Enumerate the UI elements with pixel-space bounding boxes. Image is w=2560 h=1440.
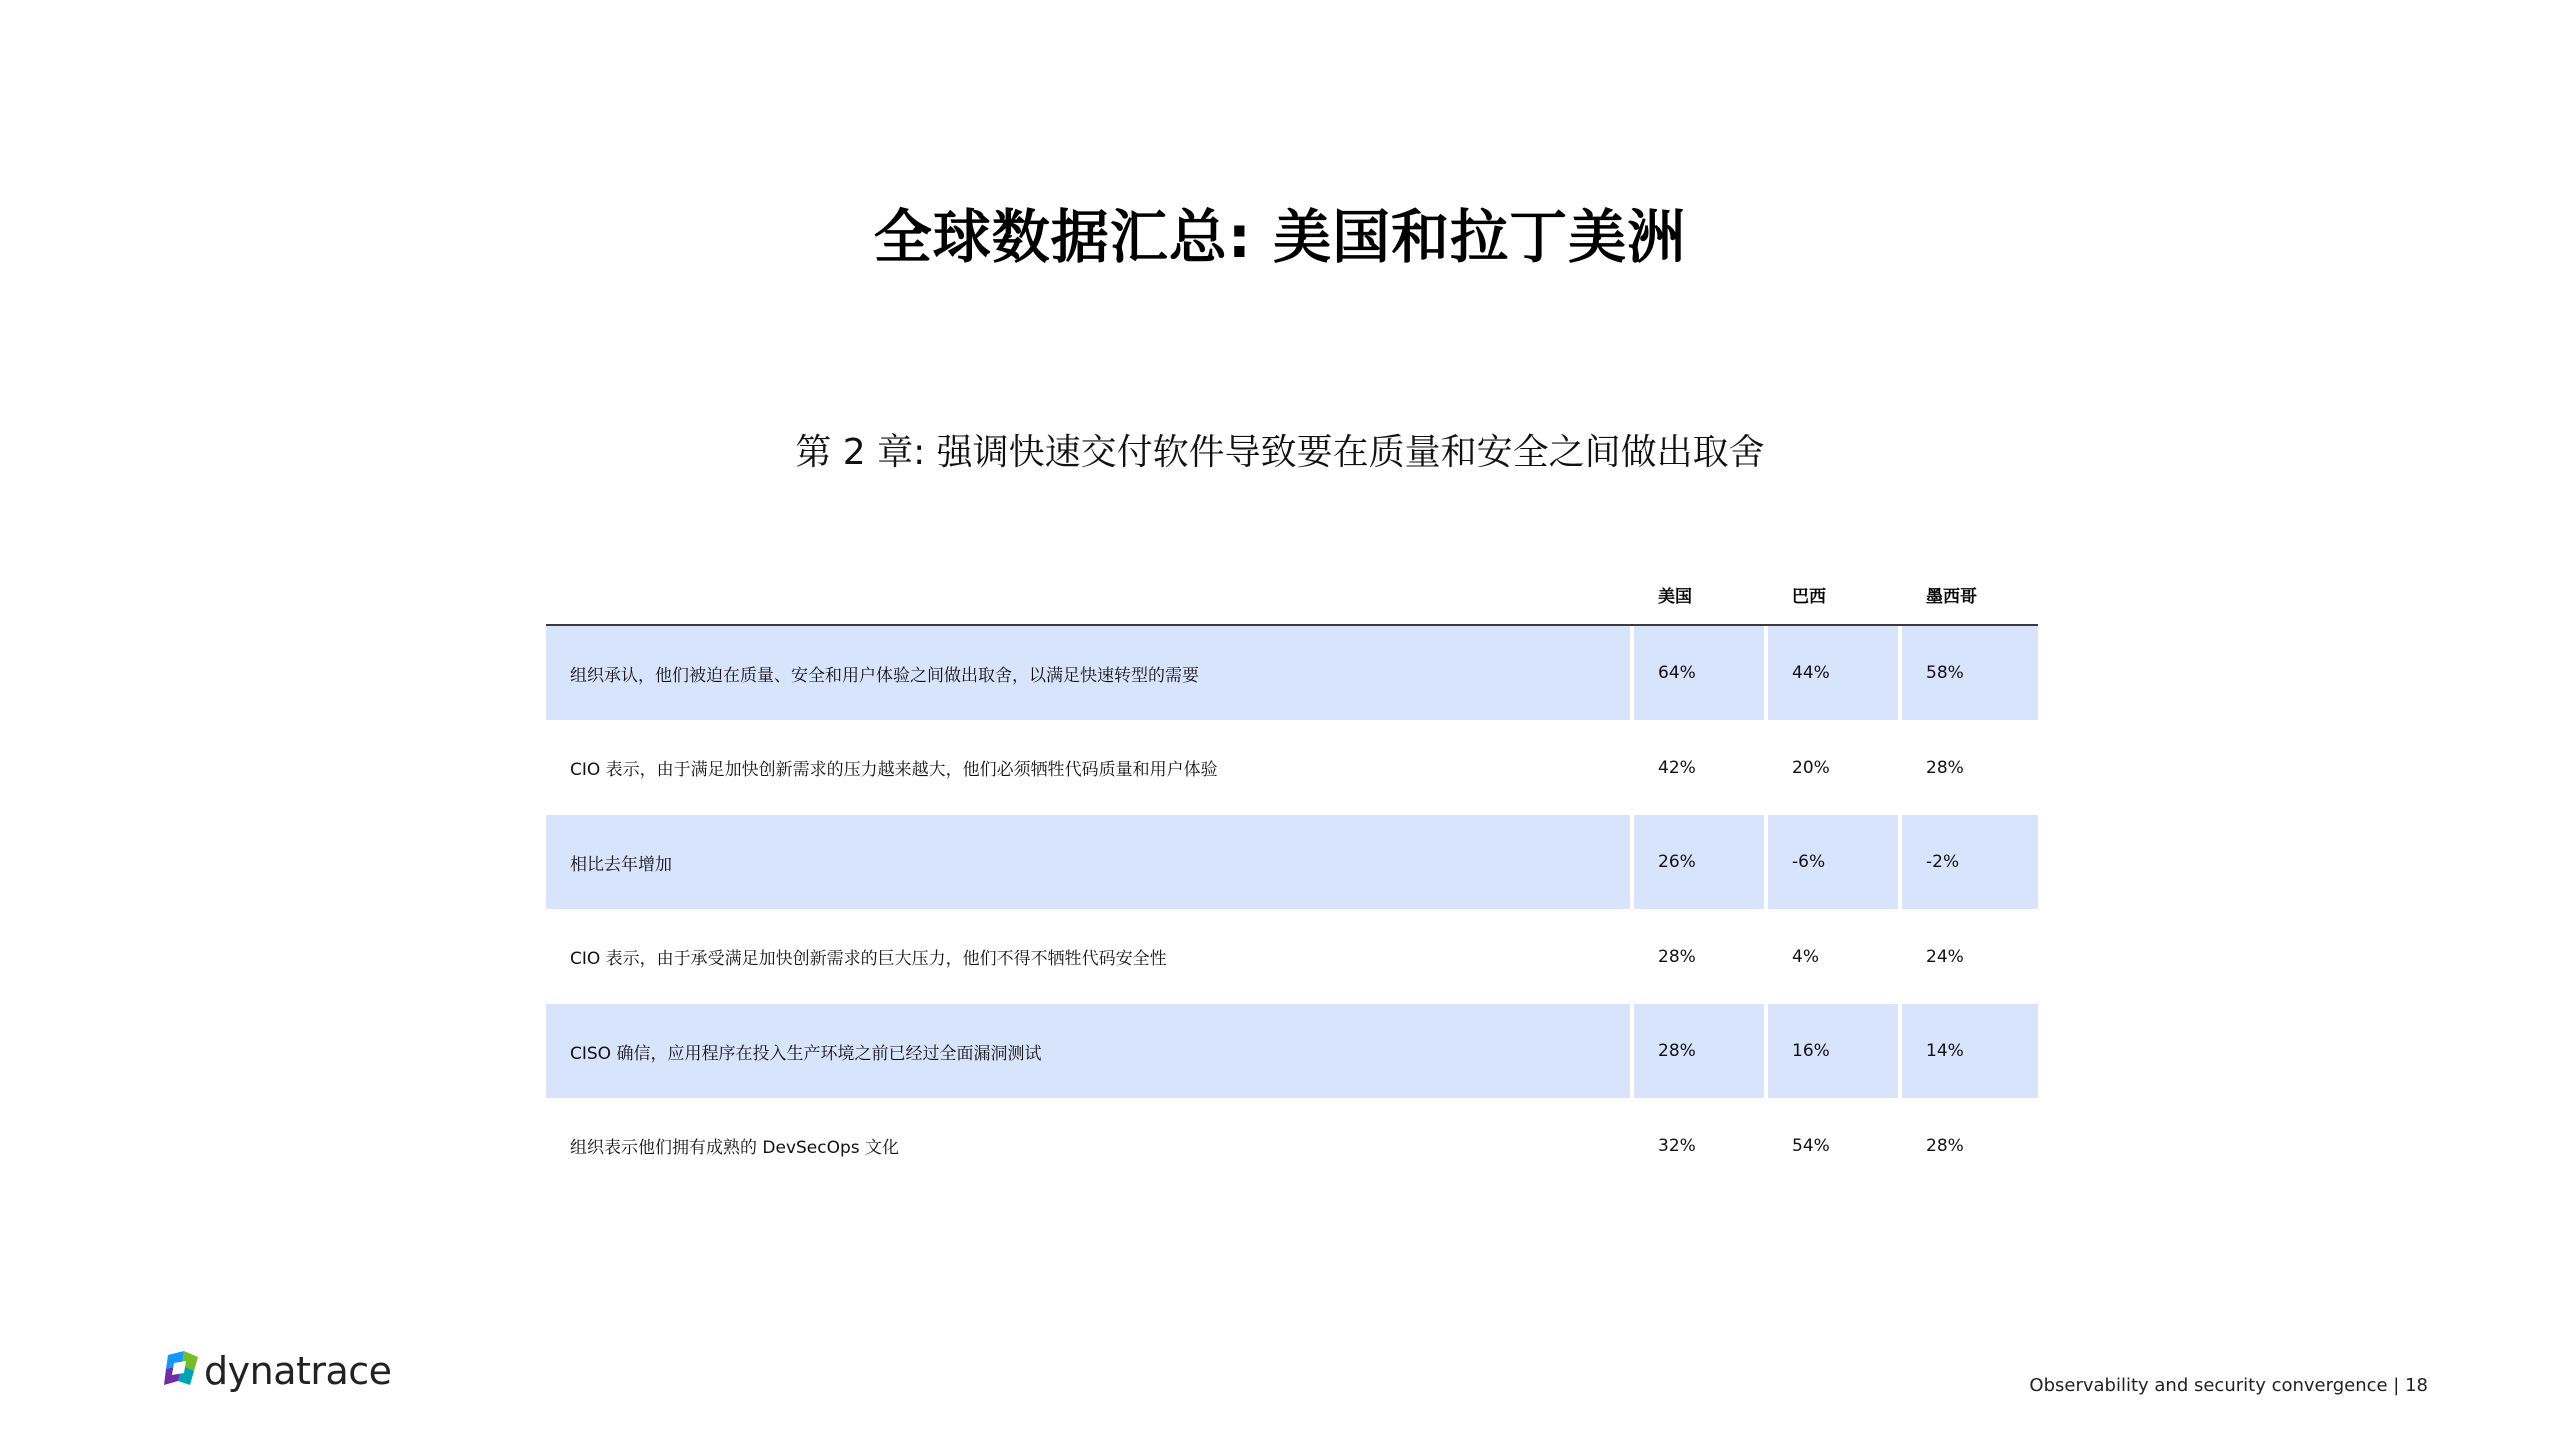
- column-header-brazil: 巴西: [1792, 587, 1826, 607]
- row-label: CISO 确信，应用程序在投入生产环境之前已经过全面漏洞测试: [546, 1004, 1630, 1098]
- row-label: 组织承认，他们被迫在质量、安全和用户体验之间做出取舍，以满足快速转型的需要: [546, 626, 1630, 720]
- column-header-mexico: 墨西哥: [1926, 587, 1977, 607]
- cell-us: 32%: [1658, 1135, 1696, 1156]
- row-label: CIO 表示，由于承受满足加快创新需求的巨大压力，他们不得不牺牲代码安全性: [570, 949, 1167, 969]
- dynatrace-logo-icon: [160, 1349, 200, 1393]
- page-subtitle: 第 2 章: 强调快速交付软件导致要在质量和安全之间做出取舍: [795, 432, 1765, 473]
- table-header: [546, 570, 2038, 626]
- cell-us: 64%: [1634, 626, 1764, 720]
- cell-brazil: 54%: [1792, 1135, 1830, 1156]
- cell-mexico: 58%: [1902, 626, 2038, 720]
- cell-mexico: 28%: [1926, 1135, 1964, 1156]
- cell-brazil: -6%: [1768, 815, 1898, 909]
- cell-mexico: -2%: [1902, 815, 2038, 909]
- cell-mexico: 28%: [1926, 757, 1964, 778]
- cell-mexico: 24%: [1926, 946, 1964, 967]
- cell-brazil: 44%: [1768, 626, 1898, 720]
- table-row: [546, 1004, 2038, 1099]
- cell-brazil: 20%: [1792, 757, 1830, 778]
- footer-text: Observability and security convergence | 18: [2029, 1375, 2428, 1396]
- row-label: 组织表示他们拥有成熟的 DevSecOps 文化: [570, 1138, 900, 1158]
- column-header-us: 美国: [1658, 587, 1692, 607]
- cell-brazil: 4%: [1792, 946, 1819, 967]
- data-table: [546, 570, 2038, 1193]
- cell-mexico: 14%: [1902, 1004, 2038, 1098]
- table-row: [546, 910, 2038, 1005]
- logo-wordmark: dynatrace: [204, 1349, 392, 1393]
- page-title: 全球数据汇总: 美国和拉丁美洲: [873, 203, 1687, 271]
- table-row: [546, 1099, 2038, 1194]
- row-label: CIO 表示，由于满足加快创新需求的压力越来越大，他们必须牺牲代码质量和用户体验: [570, 760, 1218, 780]
- cell-us: 42%: [1658, 757, 1696, 778]
- table-row: [546, 721, 2038, 816]
- cell-brazil: 16%: [1768, 1004, 1898, 1098]
- cell-us: 26%: [1634, 815, 1764, 909]
- row-label: 相比去年增加: [546, 815, 1630, 909]
- table-row: [546, 626, 2038, 721]
- cell-us: 28%: [1634, 1004, 1764, 1098]
- cell-us: 28%: [1658, 946, 1696, 967]
- dynatrace-logo: [160, 1348, 392, 1394]
- table-row: [546, 815, 2038, 910]
